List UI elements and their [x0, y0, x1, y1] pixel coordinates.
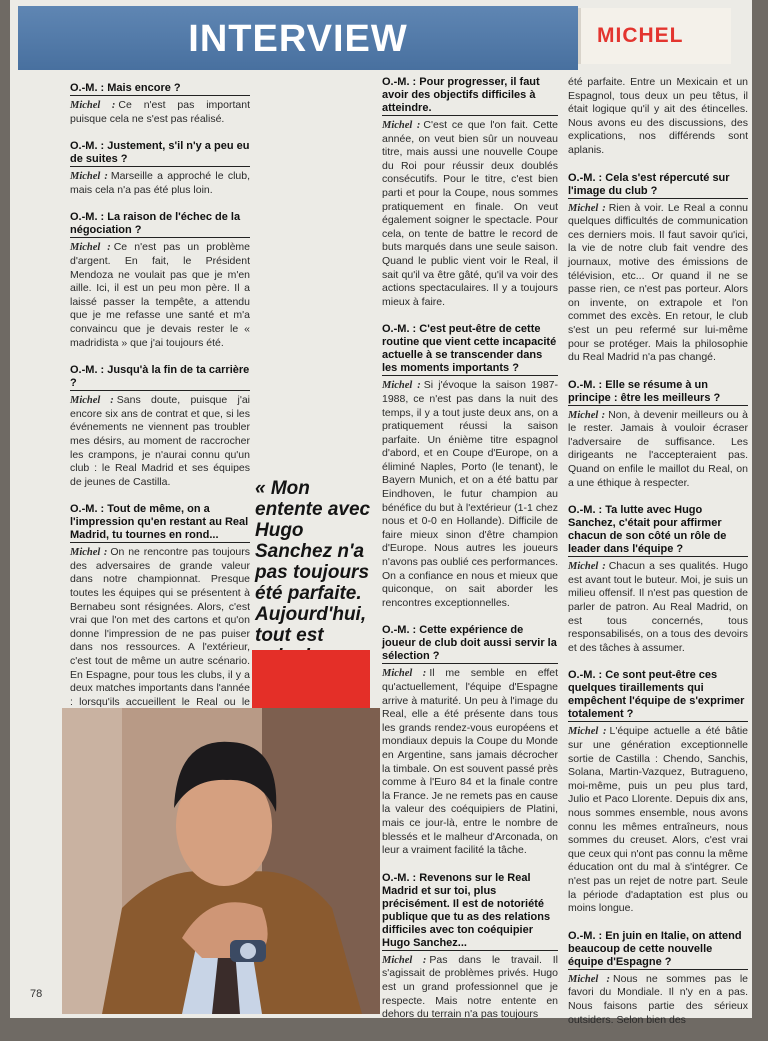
- answer-text: Nous ne sommes pas le favori du Mondiale. Il n'y en a pas. Nous faisons partie des sérieux outsiders. Selon bien des: [568, 972, 749, 1026]
- header-banner: [18, 6, 578, 70]
- speaker-label: Michel :: [382, 380, 421, 392]
- name-tag-label: MICHEL: [597, 24, 684, 47]
- magazine-page: [10, 0, 752, 1026]
- name-tag: [578, 8, 731, 64]
- question: O.-M. : Revenons sur le Real Madrid et sur toi, plus précisément. Il est de notoriété publique que tu as des relations difficiles avec ton coéquipier Hugo Sanchez...: [382, 872, 558, 951]
- answer-text: L'équipe actuelle a été bâtie sur une génération exceptionnelle sortie de Castilla : Chendo, Sanchis, Solana, Martin-Vazquez, Butragueno, moi-même, puis un peu plus tard, Julio et Paco Llorente. Depuis dix ans, nous sommes ensemble, nous avons connu les mêmes entraîneurs, nous sommes du creuset. Alors, c'est vrai que ceux qui n'ont pas connu la même éducation ont du mal à s'intégrer. Ce n'est pas un rejet de notre part. Seule la période d'adaptation est plus ou moins longue.: [568, 725, 748, 915]
- red-accent-block: [252, 650, 370, 708]
- answer: [382, 954, 558, 1022]
- answer-text: Sans doute, puisque j'ai encore six ans de contrat et que, si les événements ne viennent pas troubler mes désirs, au moment de raccrocher les crampons, je n'aurai connu qu'un club : le Real Madrid et ses équipes de jeunes de Castilla.: [70, 394, 250, 488]
- speaker-label: Michel :: [568, 973, 611, 985]
- answer: [70, 241, 250, 350]
- question: O.-M. : La raison de l'échec de la négociation ?: [70, 211, 250, 238]
- answer: [382, 667, 558, 857]
- answer: [70, 99, 250, 126]
- question: O.-M. : Cela s'est répercuté sur l'image du club ?: [568, 172, 748, 199]
- answer: [382, 379, 558, 610]
- speaker-label: Michel :: [382, 954, 427, 966]
- speaker-label: Michel :: [70, 242, 111, 254]
- answer-text: On ne rencontre pas toujours des adversaires de grande valeur dans notre championnat. Presque toutes les équipes qui se présentent à Bernabeu sont résignées. Alors, c'est vrai que l'on met des cartons et qu'on donne l'impression de ne pas puiser dans nos ressources. A l'extérieur, c'est tout de même un autre scénario. En Espagne, pour tous les clubs, il y a deux matches importants dans l'année : lorsqu'ils accueillent le Real ou le: [70, 546, 251, 708]
- column-3: [382, 76, 558, 1036]
- section-title: INTERVIEW: [188, 18, 408, 60]
- question: O.-M. : Cette expérience de joueur de club doit aussi servir la sélection ?: [382, 624, 557, 663]
- answer: [568, 725, 748, 915]
- speaker-label: Michel :: [568, 202, 606, 214]
- answer: [568, 202, 748, 365]
- answer-text: C'est ce que l'on fait. Cette année, on veut bien sûr un nouveau titre, mais aussi une nouvelle Coupe du Roi pour réussir deux doublés consécutifs. Pour le titre, c'est bien parti et pour la Coupe, nous sommes pratiquement en finale. On veut également soigner le spectacle. Pour cela, on tente de battre le record de buts marqués dans une seule saison. Quand le public vient voir le Real, il sait qu'il va être gâté, qu'il va voir des actions spectaculaires. Il y a toujours mieux à faire.: [382, 119, 558, 308]
- answer: [568, 973, 748, 1027]
- answer-text: Chacun a ses qualités. Hugo est avant tout le buteur. Moi, je suis un milieu offensif. Il n'est pas question de parler de patron. Au Real Madrid, on est tous concernés, tous responsabilisés, on a tous des devoirs et des tâches à assumer.: [568, 560, 749, 654]
- player-portrait-illustration: [62, 708, 380, 1014]
- answer: [568, 409, 748, 491]
- speaker-label: Michel :: [70, 171, 108, 183]
- speaker-label: Michel :: [70, 100, 116, 111]
- answer-text: Rien à voir. Le Real a connu quelques difficultés de communication ces derniers mois. Il faut savoir qu'ici, la vie de notre club fait vendre des journaux, motive des émissions de télévision, etc... Or quand il ne se passe rien, ce n'est pas porteur. Alors on invente, on extrapole et l'on commet des excès. En retour, le club s'est un peu refermé sur lui-même pour se protéger. Mais la philosophie du Real Madrid n'a pas changé.: [568, 201, 748, 364]
- answer: [70, 394, 250, 489]
- answer: [568, 560, 748, 655]
- answer-text: Marseille a approché le club, mais cela n'a pas été plus loin.: [70, 170, 251, 196]
- answer-text: Il me semble en effet qu'actuellement, l'équipe d'Espagne arrive à maturité. Un peu à l'image du Real, elle a été présente dans tous les grands rendez-vous européens et mondiaux depuis la Coupe du Monde en Argentine, sans jamais décrocher la timbale. On est souvent passé près comme à l'Euro 84 et la finale contre la France. Je ne remets pas en cause la valeur des coéquipiers de Platini, mais ce jour-là, entre le nombre de blessés et le malheur d'Arconada, on leur a vraiment facilité la tâche.: [382, 667, 558, 857]
- question: O.-M. : Pour progresser, il faut avoir des objectifs difficiles à atteindre.: [382, 76, 558, 116]
- answer: [70, 170, 250, 197]
- continued-answer-text: été parfaite. Entre un Mexicain et un Espagnol, tous deux un peu têtus, il était logique qu'il y ait des étincelles. Nous avons eu des discussions, des explications, nos différends sont aplanis.: [568, 76, 748, 156]
- answer-text: Pas dans le travail. Il s'agissait de problèmes privés. Hugo est un grand professionnel que je respecte. Mais notre entente en dehors du terrain n'a pas toujours: [382, 953, 558, 1021]
- column-4: [568, 76, 748, 1041]
- question: O.-M. : Elle se résume à un principe : être les meilleurs ?: [568, 379, 748, 406]
- speaker-label: Michel :: [70, 395, 114, 407]
- speaker-label: Michel :: [382, 120, 421, 131]
- question: O.-M. : Ce sont peut-être ces quelques tiraillements qui empêchent l'équipe de s'exprimer totalement ?: [568, 669, 748, 722]
- player-photo: [62, 708, 380, 1014]
- page-number: 78: [30, 988, 43, 1000]
- speaker-label: Michel :: [568, 726, 607, 738]
- answer-text: Si j'évoque la saison 1987-1988, ce n'est pas dans la nuit des temps, il y a tout juste deux ans, on a pratiquement réussi la saison parfaite. Un énième titre espagnol d'abord, et en Coupe d'Europe, on a éliminé Naples, Porto (le tenant), le Bayern Munich, et on a été battu par Eindhoven, le futur champion au bénéfice du but à l'extérieur (1-1 chez nous et 0-0 en Hollande). Difficile de faire mieux sinon d'être champion d'Europe. Nous autres les joueurs n'avons pas oublié ces performances. On a confiance en nous et mieux que quiconque, on sait aborder les rencontres exceptionnelles.: [382, 379, 559, 609]
- question: O.-M. : C'est peut-être de cette routine que vient cette incapacité actuelle à se transcender dans les moments importants ?: [382, 323, 557, 375]
- answer: [382, 119, 558, 309]
- question: O.-M. : Tout de même, on a l'impression qu'en restant au Real Madrid, tu tournes en rond...: [70, 503, 249, 542]
- answer-text: Ce n'est pas important puisque cela ne s'est pas réalisé.: [70, 99, 250, 125]
- answer-text: Ce n'est pas un problème d'argent. En fait, le Président Mendoza ne voulait pas que je m'en aille. Ici, il est un peu mon père. Il a laissé passer la tempête, a attendu que je me refasse une santé et m'a convaincu que je devais rester le « madridista » que j'ai toujours été.: [70, 241, 251, 349]
- question: O.-M. : En juin en Italie, on attend beaucoup de cette nouvelle équipe d'Espagne ?: [568, 930, 748, 970]
- speaker-label: Michel :: [70, 547, 108, 559]
- speaker-label: Michel :: [382, 668, 427, 680]
- question: O.-M. : Jusqu'à la fin de ta carrière ?: [70, 364, 250, 390]
- column-1: [70, 82, 250, 764]
- question: O.-M. : Ta lutte avec Hugo Sanchez, c'était pour affirmer chacun de son côté un rôle de leader dans l'équipe ?: [568, 504, 748, 557]
- question: O.-M. : Justement, s'il n'y a peu eu de suites ?: [70, 140, 250, 166]
- speaker-label: Michel :: [568, 409, 606, 421]
- question: O.-M. : Mais encore ?: [70, 82, 250, 96]
- pull-quote: « Mon entente avec Hugo Sanchez n'a pas toujours été parfaite. Aujourd'hui, tout est: [255, 478, 371, 646]
- speaker-label: Michel :: [568, 561, 606, 573]
- answer-text: Non, à devenir meilleurs ou à le rester. Jamais à vouloir écraser l'adversaire de suffisance. Les dirigeants ne l'accepteraient pas. Quand on enfile le maillot du Real, on a une éthique à respecter.: [568, 408, 749, 489]
